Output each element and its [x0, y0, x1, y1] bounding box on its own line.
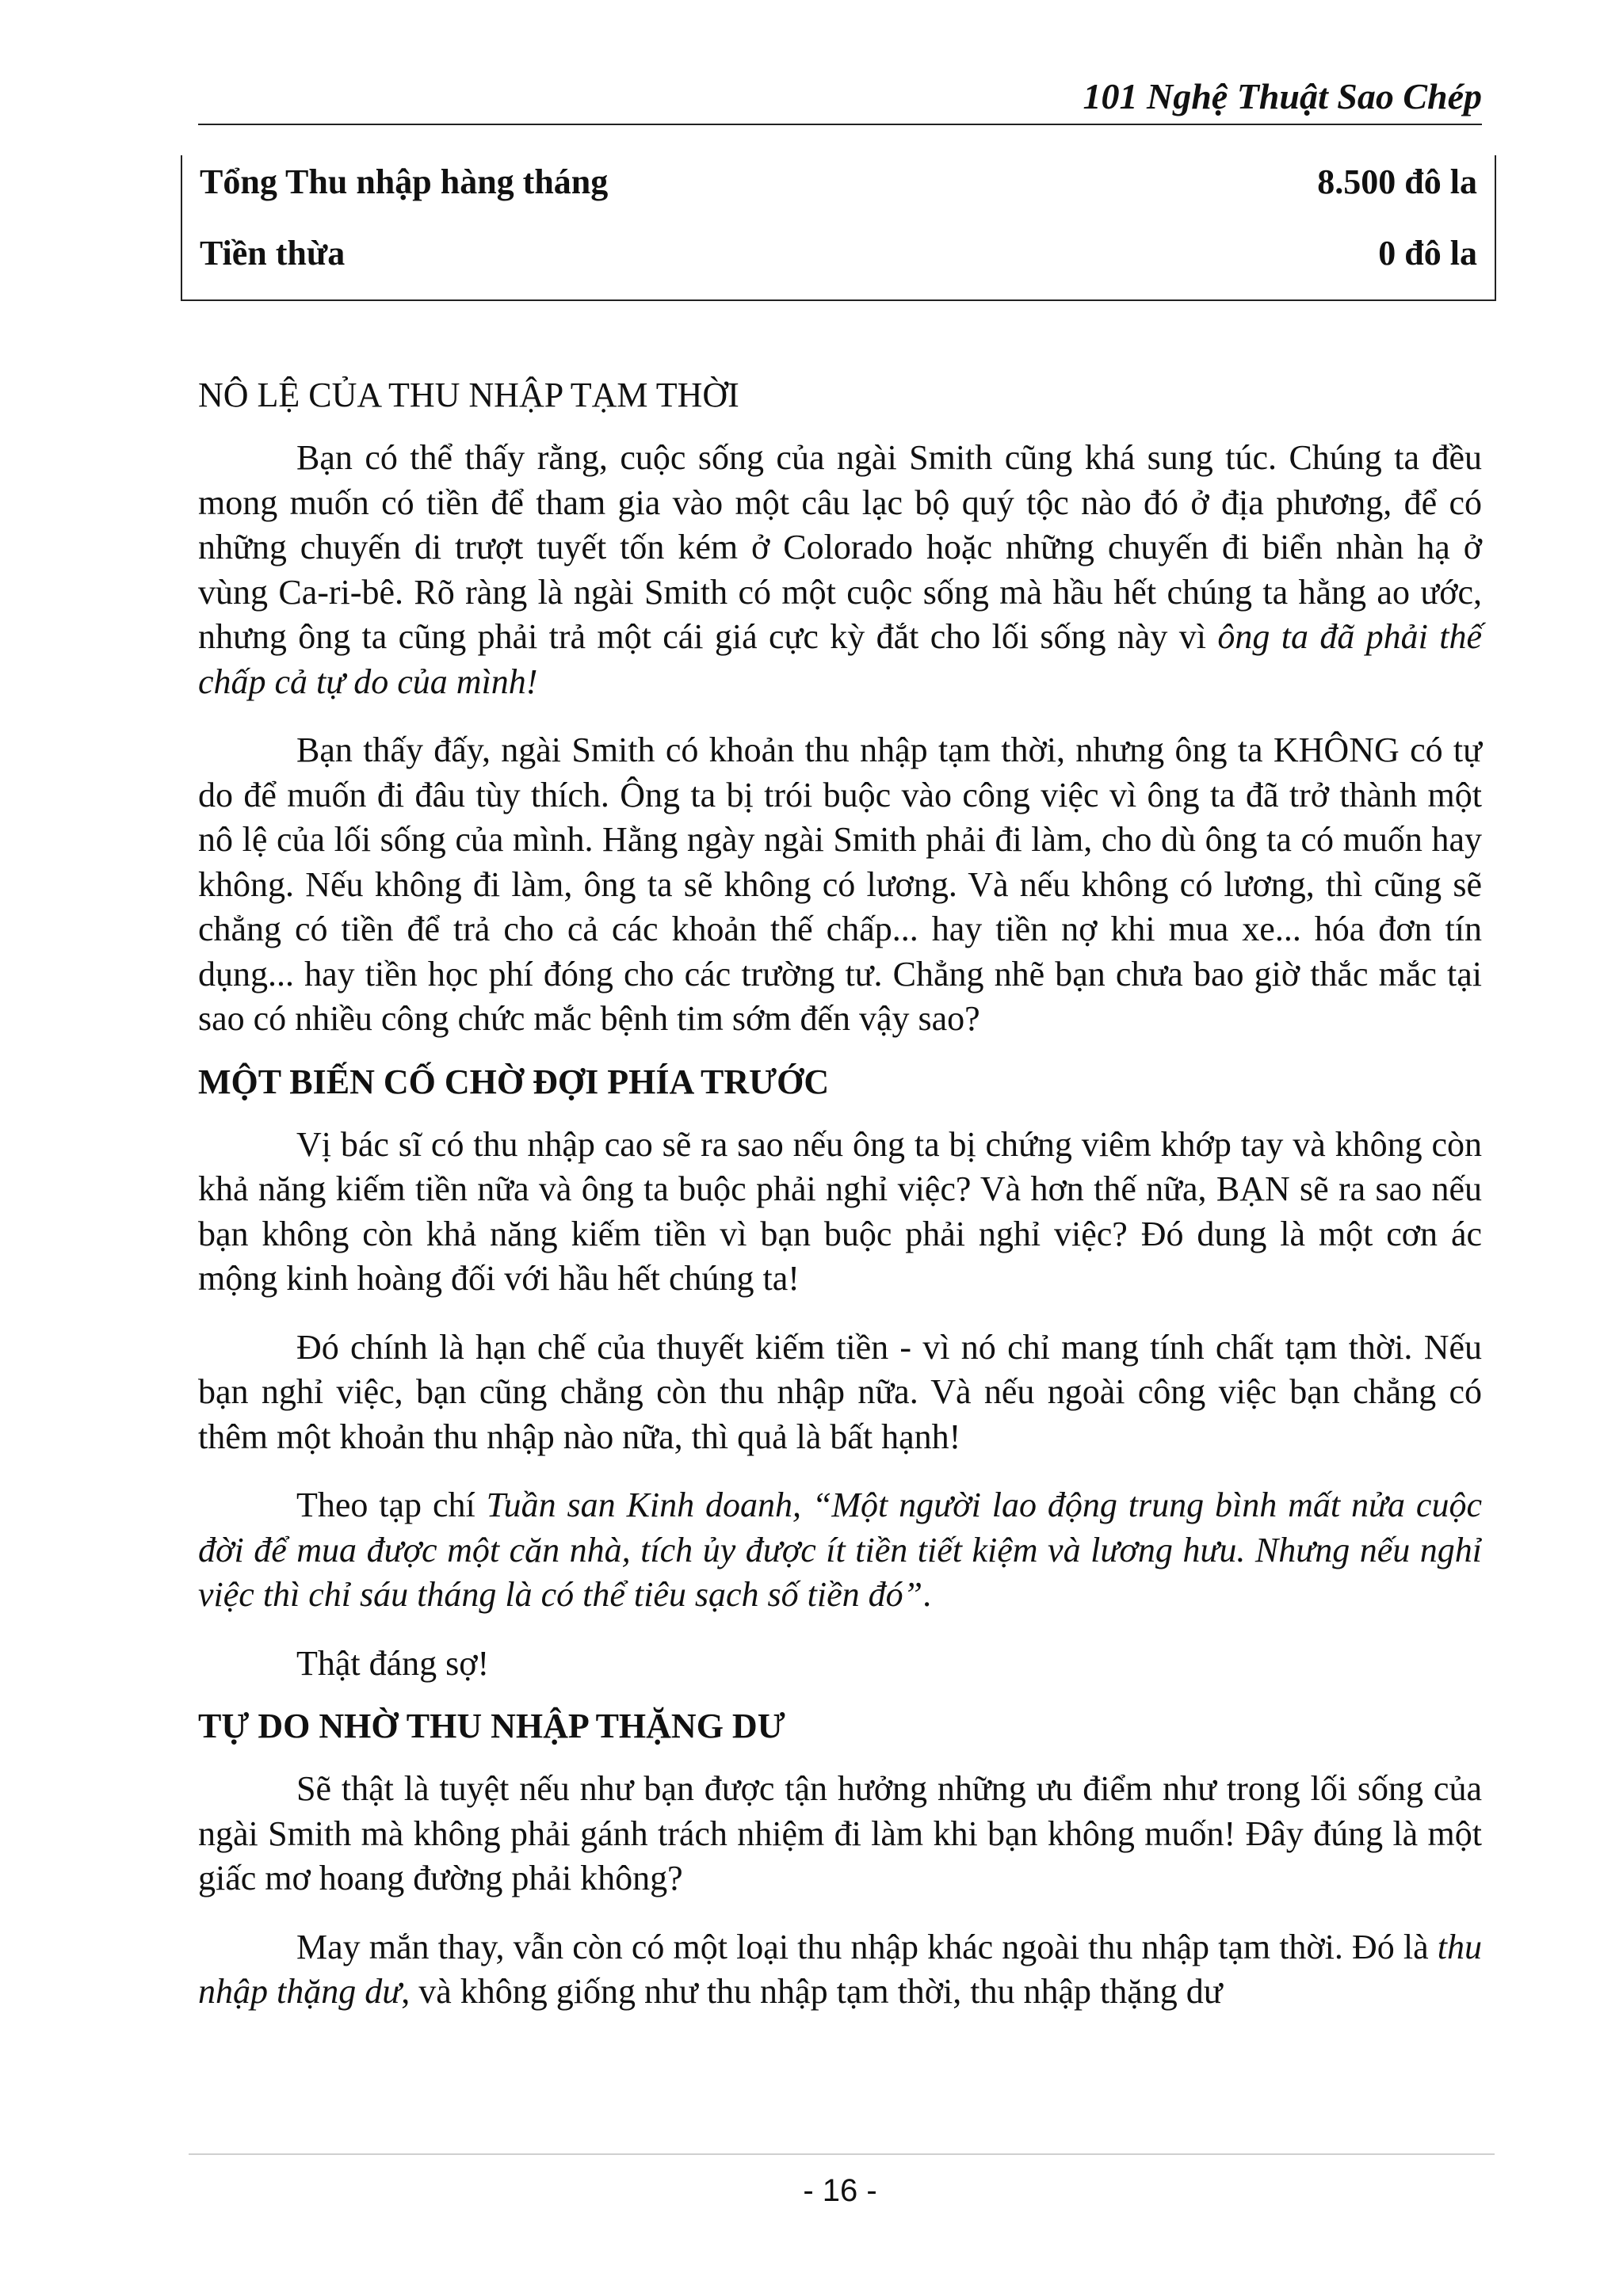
page-number: - 16 - — [803, 2173, 877, 2208]
page-body — [198, 372, 1482, 2015]
section-heading: TỰ DO NHỜ THU NHẬP THẶNG DƯ — [198, 1707, 785, 1745]
paragraph-text: Theo tạp chí — [296, 1486, 487, 1524]
quote-italic-text: Tuần san Kinh doanh, “Một người lao động trung bình mất nửa cuộc đời để mua được một căn nhà, tích ủy được ít tiền tiết kiệm và lương hưu. Nhưng nếu nghỉ việc thì chỉ sáu tháng là có thể tiêu sạch số tiền đó” — [198, 1486, 1482, 1614]
section-heading: MỘT BIẾN CỐ CHỜ ĐỢI PHÍA TRƯỚC — [198, 1062, 830, 1101]
section-heading: NÔ LỆ CỦA THU NHẬP TẠM THỜI — [198, 376, 739, 414]
paragraph-italic-text: thu nhập thặng dư — [198, 1927, 1482, 2011]
summary-label: Tiền thừa — [200, 234, 346, 273]
paragraph: Vị bác sĩ có thu nhập cao sẽ ra sao nếu ông ta bị chứng viêm khớp tay và không còn khả năng kiếm tiền nữa và ông ta buộc phải nghỉ việc? Và hơn thế nữa, BẠN sẽ ra sao nếu bạn không còn khả năng kiếm tiền vì bạn buộc phải nghỉ việc? Đó dung là một cơn ác mộng kinh hoàng đối với hầu hết chúng ta! — [198, 1124, 1482, 1298]
paragraph: Bạn thấy đấy, ngài Smith có khoản thu nhập tạm thời, nhưng ông ta KHÔNG có tự do để muốn đi đâu tùy thích. Ông ta bị trói buộc vào công việc vì ông ta đã trở thành một nô lệ của lối sống của mình. Hằng ngày ngài Smith phải đi làm, cho dù ông ta có muốn hay không. Nếu không đi làm, ông ta sẽ không có lương. Và nếu không có lương, thì cũng sẽ chẳng có tiền để trả cho cả các khoản thế chấp... hay tiền nợ khi mua xe... hóa đơn tín dụng... hay tiền học phí đóng cho các trường tư. Chẳng nhẽ bạn chưa bao giờ thắc mắc tại sao có nhiều công chức mắc bệnh tim sớm đến vậy sao? — [198, 730, 1482, 1038]
paragraph: Sẽ thật là tuyệt nếu như bạn được tận hưởng những ưu điểm như trong lối sống của ngài Smith mà không phải gánh trách nhiệm đi làm khi bạn không muốn! Đây đúng là một giấc mơ hoang đường phải không? — [198, 1769, 1482, 1897]
paragraph — [198, 1925, 1482, 2015]
summary-label: Tổng Thu nhập hàng tháng — [200, 162, 609, 201]
paragraph — [198, 436, 1482, 704]
header-rule — [198, 124, 1482, 125]
summary-value: 8.500 đô la — [1317, 162, 1477, 201]
footer-rule — [189, 2153, 1495, 2155]
paragraph: Thật đáng sợ! — [296, 1643, 490, 1683]
paragraph — [198, 1483, 1482, 1618]
paragraph-text: . — [922, 1575, 932, 1614]
paragraph-text: May mắn thay, vẫn còn có một loại thu nhập khác ngoài thu nhập tạm thời. Đó là — [296, 1927, 1438, 1966]
paragraph: Đó chính là hạn chế của thuyết kiếm tiền - vì nó chỉ mang tính chất tạm thời. Nếu bạn nghỉ việc, bạn cũng chẳng còn thu nhập nữa. Và nếu ngoài công việc bạn chẳng có thêm một khoản thu nhập nào nữa, thì quả là bất hạnh! — [198, 1327, 1482, 1456]
summary-row-surplus — [200, 231, 1477, 276]
paragraph-text: Bạn có thể thấy rằng, cuộc sống của ngài Smith cũng khá sung túc. Chúng ta đều mong muốn có tiền để tham gia vào một câu lạc bộ quý tộc nào đó ở địa phương, để có những chuyến di trượt tuyết tốn kém ở Colorado hoặc những chuyến đi biển nhàn hạ ở vùng Ca-ri-bê. Rõ ràng là ngài Smith có một cuộc sống mà hầu hết chúng ta hằng ao ước, nhưng ông ta cũng phải trả một cái giá cực kỳ đắt cho lối sống này vì — [198, 438, 1482, 656]
running-header-title: 101 Nghệ Thuật Sao Chép — [1083, 76, 1482, 116]
paragraph-italic-text: ông ta đã phải thế chấp cả tự do của mình! — [198, 617, 1483, 701]
summary-row-total-income — [200, 160, 1477, 204]
income-summary-table — [181, 155, 1496, 301]
paragraph-text: , và không giống như thu nhập tạm thời, thu nhập thặng dư — [401, 1972, 1223, 2011]
summary-value: 0 đô la — [1378, 234, 1477, 273]
